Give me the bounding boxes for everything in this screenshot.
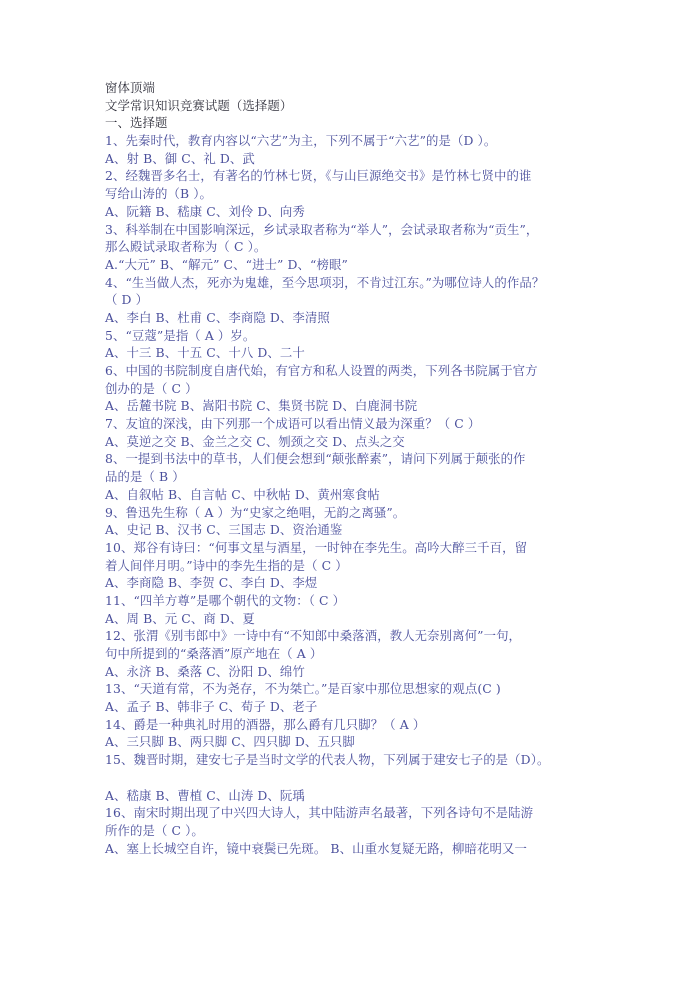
- quiz-line: 写给山涛的（B ）。: [105, 186, 212, 202]
- quiz-line: A、岳麓书院 B、嵩阳书院 C、集贤书院 D、白鹿洞书院: [105, 398, 418, 414]
- quiz-line: 5、“豆蔻”是指（ A ）岁。: [105, 327, 256, 343]
- quiz-line: 16、南宋时期出现了中兴四大诗人，其中陆游声名最著，下列各诗句不是陆游: [105, 805, 534, 821]
- quiz-line: 6、中国的书院制度自唐代始，有官方和私人设置的两类，下列各书院属于官方: [105, 363, 538, 378]
- quiz-line: 那么殿试录取者称为（ C ）。: [105, 239, 267, 255]
- quiz-line: 14、爵是一种典礼时用的酒器，那么爵有几只脚？（ A ）: [105, 716, 426, 732]
- quiz-line: A、射 B、御 C、礼 D、武: [105, 150, 255, 166]
- quiz-line: 创办的是（ C ）: [105, 380, 198, 396]
- quiz-line: A、十三 B、十五 C、十八 D、二十: [105, 345, 305, 361]
- quiz-line: 3、科举制在中国影响深远，乡试录取者称为“举人”，会试录取者称为“贡生”，: [105, 221, 539, 237]
- quiz-line: 15、魏晋时期，建安七子是当时文学的代表人物，下列属于建安七子的是（D）。: [105, 752, 550, 768]
- quiz-line: A、三只脚 B、两只脚 C、四只脚 D、五只脚: [105, 734, 355, 750]
- quiz-line: 2、经魏晋多名士，有著名的竹林七贤，《与山巨源绝交书》是竹林七贤中的谁: [105, 168, 532, 184]
- quiz-line: 10、郑谷有诗曰：“何事文星与酒星，一时钟在李先生。高吟大醉三千百，留: [105, 539, 528, 555]
- quiz-line: 所作的是（ C ）。: [105, 822, 204, 838]
- quiz-line: 8、一提到书法中的草书，人们便会想到“颠张醉素”，请问下列属于颠张的作: [105, 451, 526, 467]
- quiz-line: 4、“生当做人杰，死亦为鬼雄，至今思项羽，不肯过江东。”为哪位诗人的作品？: [105, 274, 545, 290]
- quiz-line: 句中所提到的“桑落酒”原产地在（ A ）: [105, 646, 323, 661]
- quiz-line: （ D ）: [105, 292, 149, 308]
- quiz-line: A、阮籍 B、嵇康 C、刘伶 D、向秀: [105, 203, 305, 219]
- quiz-line: 9、鲁迅先生称（ A ）为“史家之绝唱，无韵之离骚”。: [105, 504, 406, 520]
- quiz-lines: [105, 132, 605, 857]
- quiz-line: 7、友谊的深浅，由下列那一个成语可以看出情义最为深重？（ C ）: [105, 416, 481, 432]
- quiz-line: A、孟子 B、韩非子 C、荀子 D、老子: [105, 699, 318, 715]
- quiz-line: A、李白 B、杜甫 C、李商隐 D、李清照: [105, 309, 330, 325]
- quiz-line: 11、“四羊方尊”是哪个朝代的文物：（ C ）: [105, 592, 346, 608]
- quiz-line: A、嵇康 B、曹植 C、山涛 D、阮瑀: [105, 787, 305, 803]
- quiz-line: A、自叙帖 B、自言帖 C、中秋帖 D、黄州寒食帖: [105, 486, 380, 502]
- quiz-line: 品的是（ B ）: [105, 469, 185, 485]
- quiz-line: A、李商隐 B、李贺 C、李白 D、李煜: [105, 575, 318, 591]
- quiz-line: 1、先秦时代，教育内容以“六艺”为主，下列不属于“六艺”的是（D ）。: [105, 133, 497, 149]
- quiz-line: A、塞上长城空自许，镜中衰鬓已先斑。 B、山重水复疑无路，柳暗花明又一: [105, 840, 527, 856]
- header-title: 窗体顶端: [105, 80, 155, 95]
- quiz-line: 着人间伴月明。”诗中的李先生指的是（ C ）: [105, 557, 348, 573]
- quiz-line: 12、张渭《别韦郎中》一诗中有“不知郎中桑落酒，教人无奈别离何”一句，: [105, 628, 522, 644]
- document-title: 文学常识知识竞赛试题（选择题）: [105, 97, 293, 113]
- quiz-line: A、史记 B、汉书 C、三国志 D、资治通鉴: [105, 522, 343, 538]
- quiz-line: A、周 B、元 C、商 D、夏: [105, 610, 255, 626]
- quiz-line: A、莫逆之交 B、金兰之交 C、刎颈之交 D、点头之交: [105, 433, 405, 449]
- quiz-line: A.“大元” B、“解元” C、“进士” D、“榜眼”: [105, 256, 348, 272]
- quiz-line: A、永济 B、桑落 C、汾阳 D、绵竹: [105, 663, 305, 679]
- section-heading: 一、选择题: [105, 115, 168, 131]
- blank-line: [105, 769, 605, 787]
- quiz-content: [105, 79, 605, 857]
- quiz-line: 13、“天道有常，不为尧存，不为桀亡。”是百家中那位思想家的观点(C ): [105, 681, 501, 697]
